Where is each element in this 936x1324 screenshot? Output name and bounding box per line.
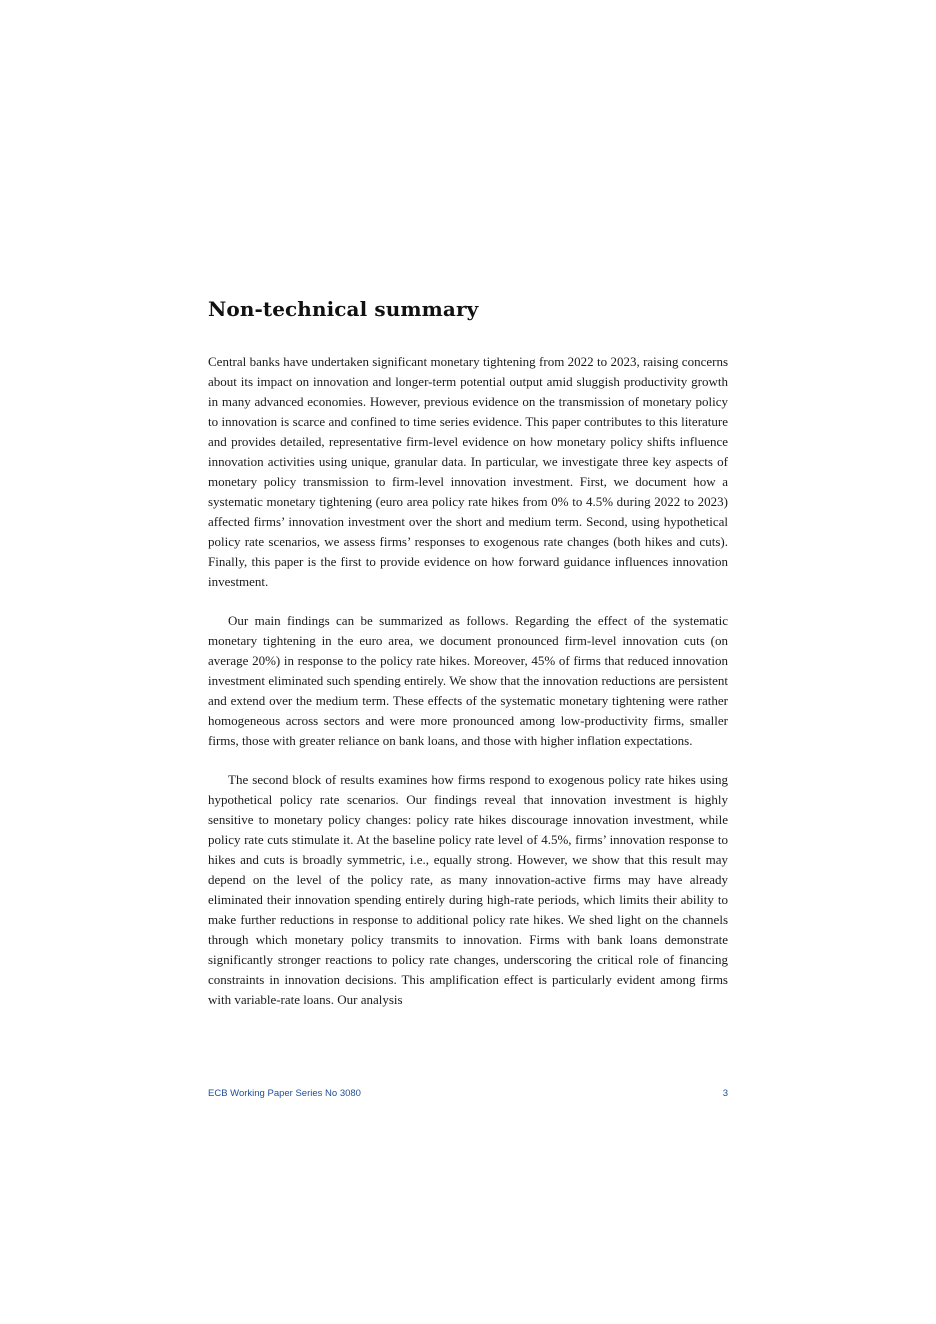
- paragraph-2: Our main findings can be summarized as follows. Regarding the effect of the systematic monetary tightening in the euro area, we document pronounced firm-level innovation cuts (on average 20%) in response to the policy rate hikes. Moreover, 45% of firms that reduced innovation investment eliminated such spending entirely. We show that the innovation reductions are persistent and extend over the medium term. These effects of the systematic monetary tightening were rather homogeneous across sectors and were more pronounced among low-productivity firms, smaller firms, those with greater reliance on bank loans, and those with higher inflation expectations.: [208, 613, 728, 748]
- section-content: [208, 296, 728, 1029]
- footer-series-label: ECB Working Paper Series No 3080: [208, 1088, 361, 1099]
- paragraph-1: Central banks have undertaken significant monetary tightening from 2022 to 2023, raising concerns about its impact on innovation and longer-term potential output amid sluggish productivity growth in many advanced economies. However, previous evidence on the transmission of monetary policy to innovation is scarce and confined to time series evidence. This paper contributes to this literature and provides detailed, representative firm-level evidence on how monetary policy shifts influence innovation activities using unique, granular data. In particular, we investigate three key aspects of monetary policy transmission to firm-level innovation investment. First, we document how a systematic monetary tightening (euro area policy rate hikes from 0% to 4.5% during 2022 to 2023) affected firms’ innovation investment over the short and medium term. Second, using hypothetical policy rate scenarios, we assess firms’ responses to exogenous rate changes (both hikes and cuts). Finally, this paper is the first to provide evidence on how forward guidance influences innovation investment.: [208, 354, 728, 589]
- footer-page-number: 3: [722, 1088, 728, 1099]
- section-body: [208, 352, 728, 1010]
- paragraph-3: The second block of results examines how firms respond to exogenous policy rate hikes using hypothetical policy rate scenarios. Our findings reveal that innovation investment is highly sensitive to monetary policy changes: policy rate hikes discourage innovation investment, while policy rate cuts stimulate it. At the baseline policy rate level of 4.5%, firms’ innovation response to hikes and cuts is broadly symmetric, i.e., equally strong. However, we show that this result may depend on the level of the policy rate, as many innovation-active firms may have already eliminated their innovation spending entirely during high-rate periods, which limits their ability to make further reductions in response to additional policy rate hikes. We shed light on the channels through which monetary policy transmits to innovation. Firms with bank loans demonstrate significantly stronger reactions to policy rate changes, underscoring the critical role of financing constraints in innovation decisions. This amplification effect is particularly evident among firms with variable-rate loans. Our analysis: [208, 772, 728, 1007]
- section-title: Non-technical summary: [208, 297, 479, 321]
